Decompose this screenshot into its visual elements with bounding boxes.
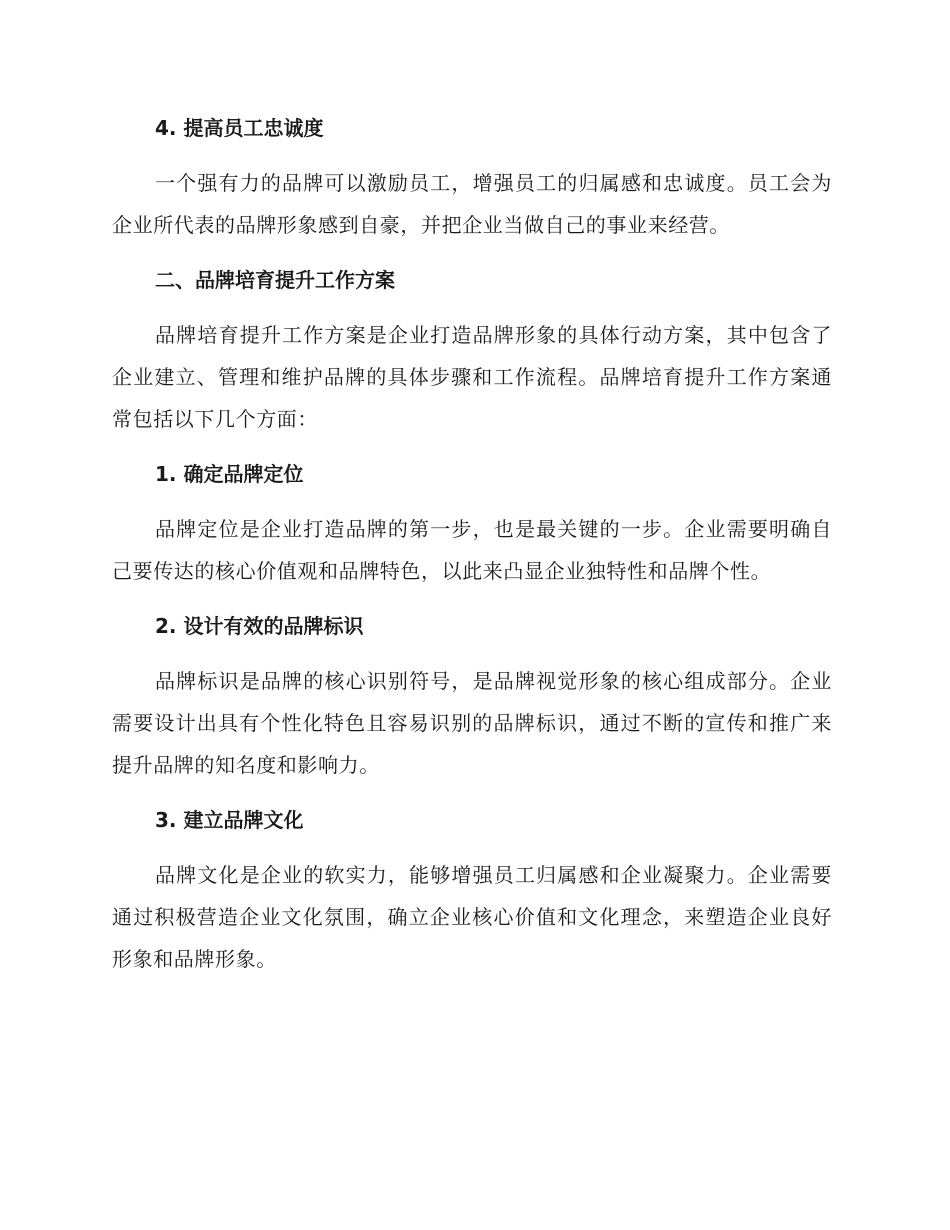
paragraph-brand-identity: 品牌标识是品牌的核心识别符号，是品牌视觉形象的核心组成部分。企业需要设计出具有个性化特色且容易识别的品牌标识，通过不断的宣传和推广来提升品牌的知名度和影响力。 [112, 669, 832, 777]
paragraph-brand-plan: 品牌培育提升工作方案是企业打造品牌形象的具体行动方案，其中包含了企业建立、管理和维护品牌的具体步骤和工作流程。品牌培育提升工作方案通常包括以下几个方面： [112, 323, 832, 431]
paragraph-employee-loyalty: 一个强有力的品牌可以激励员工，增强员工的归属感和忠诚度。员工会为企业所代表的品牌形象感到自豪，并把企业当做自己的事业来经营。 [112, 171, 832, 237]
paragraph-brand-culture: 品牌文化是企业的软实力，能够增强员工归属感和企业凝聚力。企业需要通过积极营造企业文化氛围，确立企业核心价值和文化理念，来塑造企业良好形象和品牌形象。 [112, 863, 832, 971]
section-heading-brand-culture: 3. 建立品牌文化 [155, 808, 304, 832]
document-page [112, 108, 832, 980]
paragraph-brand-positioning: 品牌定位是企业打造品牌的第一步，也是最关键的一步。企业需要明确自己要传达的核心价值观和品牌特色，以此来凸显企业独特性和品牌个性。 [112, 517, 832, 583]
section-heading-employee-loyalty: 4. 提高员工忠诚度 [155, 116, 324, 140]
section-heading-brand-plan: 二、品牌培育提升工作方案 [155, 268, 395, 292]
section-heading-brand-positioning: 1. 确定品牌定位 [155, 462, 304, 486]
section-heading-brand-identity: 2. 设计有效的品牌标识 [155, 614, 364, 638]
